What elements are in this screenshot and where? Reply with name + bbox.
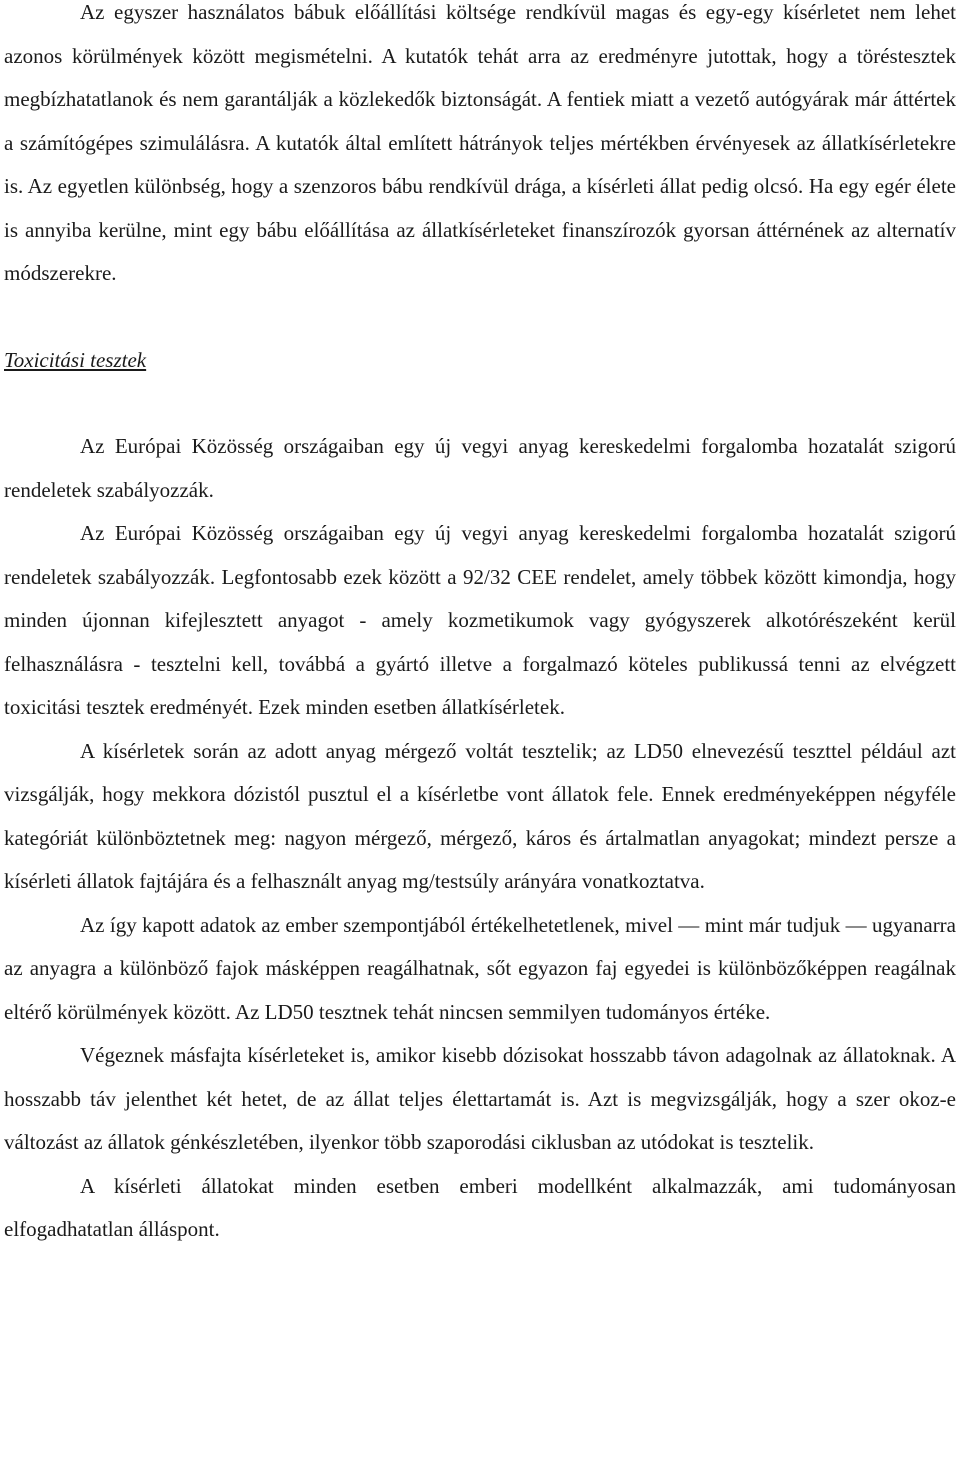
- section-heading-toxicity-tests: Toxicitási tesztek: [4, 347, 147, 372]
- paragraph-conclusion: A kísérleti állatokat minden esetben emberi modellként alkalmazzák, ami tudományosan elfogadhatatlan álláspont.: [4, 1173, 956, 1241]
- paragraph-crash-test-dummies: Az egyszer használatos bábuk előállítási költsége rendkívül magas és egy-egy kísérletet nem lehet azonos körülmények között megismételni. A kutatók tehát arra az eredményre jutottak, hogy a töréstesztek megbízhatatlanok és nem garantálják a közlekedők biztonságát. A fentiek miatt a vezető autógyárak már áttértek a számítógépes szimulálásra. A kutatók által említett hátrányok teljes mértékben érvényesek az állatkísérletekre is. Az egyetlen különbség, hogy a szenzoros bábu rendkívül drága, a kísérleti állat pedig olcsó. Ha egy egér élete is annyiba kerülne, mint egy bábu előállítása az állatkísérleteket finanszírozók gyorsan áttérnének az alternatív módszerekre.: [4, 0, 956, 285]
- paragraph-long-term-tests: Végeznek másfajta kísérleteket is, amikor kisebb dózisokat hosszabb távon adagolnak az állatoknak. A hosszabb táv jelenthet két hetet, de az állat teljes élettartamát is. Azt is megvizsgálják, hogy a szer okoz-e változást az állatok génkészletében, ilyenkor több szaporodási ciklusban az utódokat is tesztelik.: [4, 1043, 956, 1154]
- paragraph-results-evaluation: Az így kapott adatok az ember szempontjából értékelhetetlenek, mivel — mint már tudjuk — ugyanarra az anyagra a különböző fajok másképpen reagálhatnak, sőt egyazon faj egyedei is különbözőképpen reagálnak eltérő körülmények között. Az LD50 tesztnek tehát nincsen semmilyen tudományos értéke.: [4, 912, 956, 1024]
- paragraph-ec-regulation-details: Az Európai Közösség országaiban egy új vegyi anyag kereskedelmi forgalomba hozatalát szigorú rendeletek szabályozzák. Legfontosabb ezek között a 92/32 CEE rendelet, amely többek között kimondja, hogy minden újonnan kifejlesztett anyagot - amely kozmetikumok vagy gyógyszerek alkotórészeként kerül felhasználásra - tesztelni kell, továbbá a gyártó illetve a forgalmazó köteles publikussá tenni az elvégzett toxicitási tesztek eredményét. Ezek minden esetben állatkísérletek.: [4, 521, 956, 719]
- paragraph-ld50-test: A kísérletek során az adott anyag mérgező voltát tesztelik; az LD50 elnevezésű teszttel például azt vizsgálják, hogy mekkora dózistól pusztul el a kísérletbe vont állatok fele. Ennek eredményeképpen négyféle kategóriát különböztetnek meg: nagyon mérgező, mérgező, káros és ártalmatlan anyagokat; mindezt persze a kísérleti állatok fajtájára és a felhasznált anyag mg/testsúly arányára vonatkoztatva.: [4, 738, 956, 893]
- paragraph-ec-regulation-intro: Az Európai Közösség országaiban egy új vegyi anyag kereskedelmi forgalomba hozatalát szigorú rendeletek szabályozzák.: [4, 434, 956, 502]
